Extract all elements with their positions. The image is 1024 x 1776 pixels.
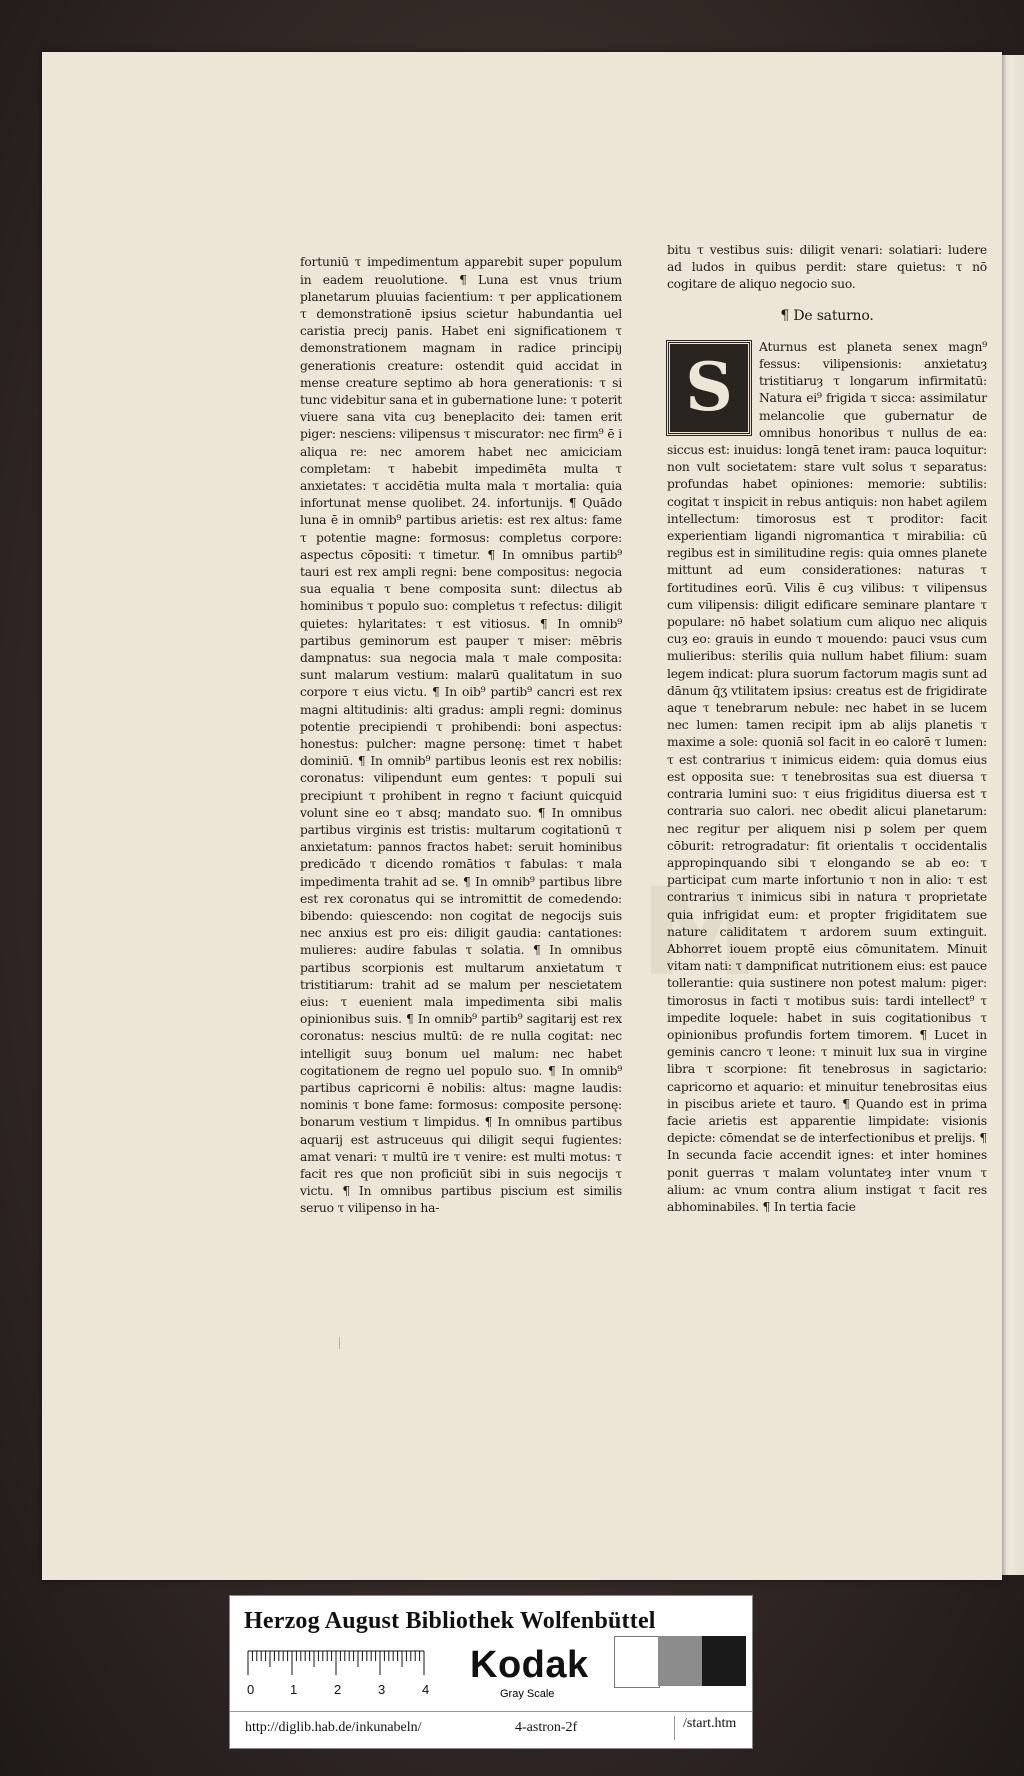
- start-link: /start.htm: [674, 1716, 736, 1740]
- gray-scale-label: Gray Scale: [500, 1688, 555, 1700]
- shelfmark: 4-astron-2f: [515, 1720, 578, 1735]
- book-page: [42, 52, 1002, 1580]
- saturn-section: [667, 339, 987, 1216]
- ruler-label: 0: [247, 1682, 255, 1697]
- library-name: Herzog August Bibliothek Wolfenbüttel: [244, 1608, 656, 1634]
- drop-cap-initial: S: [667, 341, 751, 435]
- card-divider: [230, 1711, 752, 1712]
- black-swatch: [702, 1636, 746, 1686]
- watermark: M: [640, 864, 760, 1003]
- left-column: [300, 242, 622, 1230]
- right-column-intro: bitu τ vestibus suis: diligit venari: solatiari: ludere ad ludos in quibus perdit: stare quietus: τ nō cogitare de aliquo negocio suo.: [667, 243, 987, 292]
- section-heading: ¶ De saturno.: [780, 307, 874, 324]
- left-column-text: fortuniū τ impedimentum apparebit super populum in eadem reuolutione. ¶ Luna est vnus trium planetarum pluuias facientium: τ per applicationem τ demonstrationē ipsius scietur habundantia uel caristia preciȷ panis. Habet eni significationem τ demonstrationem magnam in radice principiȷ generationis creature: ostendit quid accidat in mense creature septimo ab hora generationis: τ si tunc videbitur sana et in gubernatione lune: τ poterit viuere sana vita cuȝ beneplacito dei: tamen erit piger: nesciens: vilipensus τ miscurator: nec firm⁹ ē i aliqua re: nec amorem habet nec amiciciam completam: τ habebit impedimēta multa τ anxietates: τ accidētia multa mala τ mortalia: quia infortunat mense quolibet. 24. infortunijs. ¶ Quādo luna ē in omnib⁹ partibus arietis: est rex altus: fame τ potentie magne: formosus: completus corpore: aspectus cōpositi: τ timetur. ¶ In omnibus partib⁹ tauri est rex ampli regni: bene compositus: negocia sua equalia τ bene composita sunt: dilectus ab hominibus τ populo suo: completus τ refectus: diligit quietes: hylaritates: τ est vitiosus. ¶ In omnib⁹ partibus geminorum est pauper τ miser: mēbris dampnatus: sua negocia mala τ male composita: sunt malarum vestium: malarū qualitatum in suo corpore τ eius victu. ¶ In oib⁹ partib⁹ cancri est rex magni altitudinis: alti gradus: ampli regni: dominus potentie precipiendi τ prohibendi: boni aspectus: honestus: pulcher: magne personę: timet τ habet dominiū. ¶ In omnib⁹ partibus leonis est rex nobilis: coronatus: vilipendunt eum gentes: τ populi sui precipiunt τ prohibent in regno τ faciunt quicquid volunt sine eo τ absq; mandato suo. ¶ In omnibus partibus virginis est tristis: multarum cogitationū τ anxietatum: pannos fractos habet: seruit hominibus predicādo τ dicendo romātios τ fabulas: τ mala impedimenta trahit ad se. ¶ In omnib⁹ partibus libre est rex coronatus qui se intromittit de comedendo: bibendo: quiescendo: non cogitat de negocijs suis nec anxius est pro eis: diligit gaudia: cantationes: mulieres: audire fabulas τ solatia. ¶ In omnibus partibus scorpionis est multarum anxietatum τ tristitiarum: trahit ad se malum per nescietatem eius: τ euenient mala impedimenta sibi malis opinionibus suis. ¶ In omnib⁹ partib⁹ sagitarij est rex coronatus: nescius multū: de re nulla cogitat: nec intelligit suuȝ bonum uel malum: nec habet cogitationem de regno uel populo suo. ¶ In omnib⁹ partibus capricorni ē nobilis: altus: magne laudis: nominis τ bone fame: formosus: composite personę: bonarum vestium τ limpidus. ¶ In omnibus partibus aquarij est astruceuus qui diligit sequi fugientes: amat venari: τ multū ire τ venire: est multi motus: τ facit res que non proficiūt sibi in suis negocijs τ victu. ¶ In omnibus partibus piscium est similis seruo τ vilipenso in ha-: [300, 255, 622, 1216]
- ruler-label: 4: [422, 1682, 430, 1697]
- library-color-card: [229, 1595, 753, 1749]
- gray-swatch: [658, 1636, 702, 1686]
- page-tick-mark: [339, 1337, 340, 1349]
- white-swatch: [614, 1636, 660, 1688]
- ruler-label: 2: [334, 1682, 342, 1697]
- ruler: [246, 1647, 446, 1699]
- ruler-label: 1: [290, 1682, 298, 1697]
- right-column-text: Aturnus est planeta senex magn⁹ fessus: vilipensionis: anxietatuȝ tristitiaruȝ τ longarum infirmitatū: Natura ei⁹ frigida τ sicca: assimilatur melancolie que gubernatur de omnibus honoribus τ nullus de ea: siccus est: inuidus: longā tenet iram: pauca loquitur: non vult societatem: stare vult solus τ separatus: profundas habet opiniones: memorie: subtilis: cogitat τ inspicit in rebus antiquis: non habet agilem intellectum: timorosus est τ proditor: facit experientiam ligandi nigromantica τ mirabilia: cū regibus est in similitudine regis: quia omnes planete mittunt ad eum considerationes: naturas τ fortitudines eorū. Vilis ē cuȝ vilibus: τ vilipensus cum vilipensis: diligit edificare seminare plantare τ populare: nō habet solatium cum aliquo nec aliquis cuȝ eo: grauis in eundo τ mouendo: pauci vsus cum mulieribus: sterilis quia nullum habet filium: suam legem indicat: plura suorum factorum magis sunt ad dānum q̄ʒ vtilitatem ipsius: creatus est de frigidirate aque τ tenebrarum nebule: nec habet in se lucem nec lumen: tamen recipit ipm ab alijs planetis τ maxime a sole: quoniā sol facit in eo calorē τ lumen: τ est contrarius τ inimicus eidem: quia domus eius est opposita sue: τ tenebrositas sua est diuersa τ contraria lumini suo: τ eius frigiditus diuersa est τ contraria suo calori. nec obedit alicui planetarum: nec regitur per aliquem nisi p solem per quem cōburit: retrogradatur: fit orientalis τ occidentalis appropinquando sibi τ elongando se ab eo: τ participat cum marte infortunio τ non in alio: τ est contrarius τ inimicus sibi in natura τ proprietate quia infrigidat eum: et propter frigiditatem sue nature caliditatem τ ardorem suum extinguit. Abhorret iouem proptē eius cōmunitatem. Minuit vitam nati: τ dampnificat nutritionem eius: est pauce tollerantie: quia sustinere non potest malum: piger: timorosus in facti τ motibus suis: tardi intellect⁹ τ impedite loquele: habet in suis cogitationibus τ opinionibus profundis fortem timorem. ¶ Lucet in geminis cancro τ leone: τ minuit lux sua in virgine libra τ scorpione: fit tenebrosus in sagictario: capricorno et aquario: et minuitur tenebrositas eius in piscibus ariete et tauro. ¶ Quando est in prima facie arietis est apparentie limpidate: visionis depicte: cōmendat se de interfectionibus et prelijs. ¶ In secunda facie accendit ignes: et inter homines ponit guerras τ malam voluntateȝ inter vnum τ alium: ac vnum contra alium instigat τ facit res abhominabiles. ¶ In tertia facie: [667, 339, 988, 1214]
- card-url: http://diglib.hab.de/inkunabeln/: [245, 1720, 422, 1735]
- ruler-label: 3: [378, 1682, 386, 1697]
- right-column: [667, 242, 987, 1216]
- kodak-logo: Kodak: [470, 1644, 589, 1686]
